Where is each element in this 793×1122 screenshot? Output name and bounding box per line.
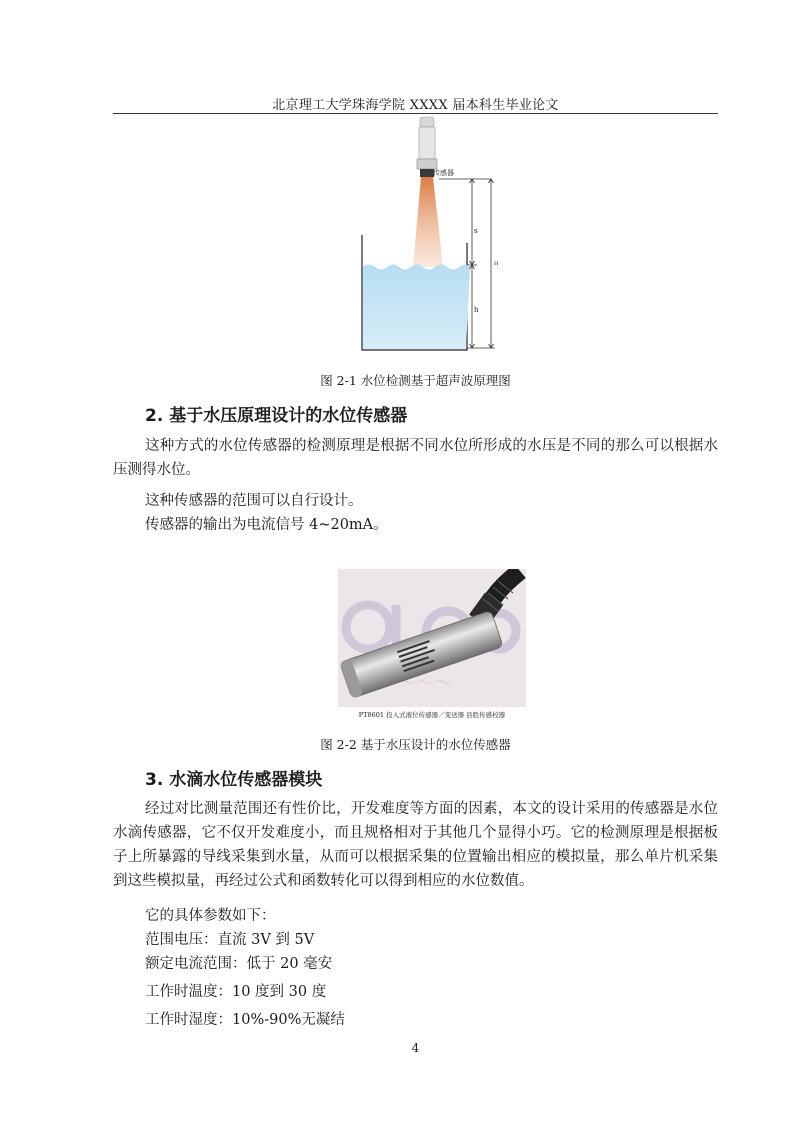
sensor-label: 传感器 (433, 169, 454, 177)
page-number: 4 (411, 1041, 420, 1055)
ultrasonic-beam (413, 177, 443, 267)
svg-text:～～～: ～～～ (398, 673, 452, 694)
dim-H-label: H (494, 261, 499, 267)
sensor-icon (417, 117, 437, 177)
section2-heading: 2. 基于水压原理设计的水位传感器 (145, 406, 408, 426)
photo-caption: PT8601 投入式液位传感器／变送器 县胜传感校器 (358, 711, 506, 719)
page-header: 北京理工大学珠海学院 XXXX 届本科生毕业论文 (272, 98, 559, 113)
ultrasonic-diagram (355, 115, 510, 365)
figure1-caption: 图 2-1 水位检测基于超声波原理图 (320, 373, 511, 388)
section3-intro: 它的具体参数如下： (145, 908, 276, 924)
section3-heading: 3. 水滴水位传感器模块 (145, 770, 323, 790)
pressure-sensor-photo (338, 569, 526, 721)
dim-h-label: h (474, 306, 479, 314)
section2-paragraph: 这种方式的水位传感器的检测原理是根据不同水位所形成的水压是不同的那么可以根据水压测得水位。 (113, 438, 718, 478)
figure2-caption: 图 2-2 基于水压设计的水位传感器 (320, 737, 511, 752)
section3-paragraph: 经过对比测量范围还有性价比，开发难度等方面的因素，本文的设计采用的传感器是水位水滴传感器，它不仅开发难度小，而且规格相对于其他几个显得小巧。它的检测原理是根据板子上所暴露的导线采集到水量，从而可以根据采集的位置输出相应的模拟量，那么单片机采集到这些模拟量，再经过公式和函数转化可以得到相应的水位数值。 (113, 801, 718, 889)
section2-line1: 这种传感器的范围可以自行设计。 (145, 493, 363, 509)
water-body (363, 265, 470, 350)
spec-voltage: 范围电压：直流 3V 到 5V (145, 932, 315, 948)
section2-line2: 传感器的输出为电流信号 4~20mA。 (145, 517, 388, 533)
spec-temperature: 工作时温度：10 度到 30 度 (145, 984, 327, 1000)
spec-current: 额定电流范围：低于 20 毫安 (145, 956, 333, 972)
header-divider (113, 113, 718, 114)
dim-s-label: s (474, 227, 478, 235)
spec-humidity: 工作时湿度：10%-90%无凝结 (145, 1012, 345, 1028)
